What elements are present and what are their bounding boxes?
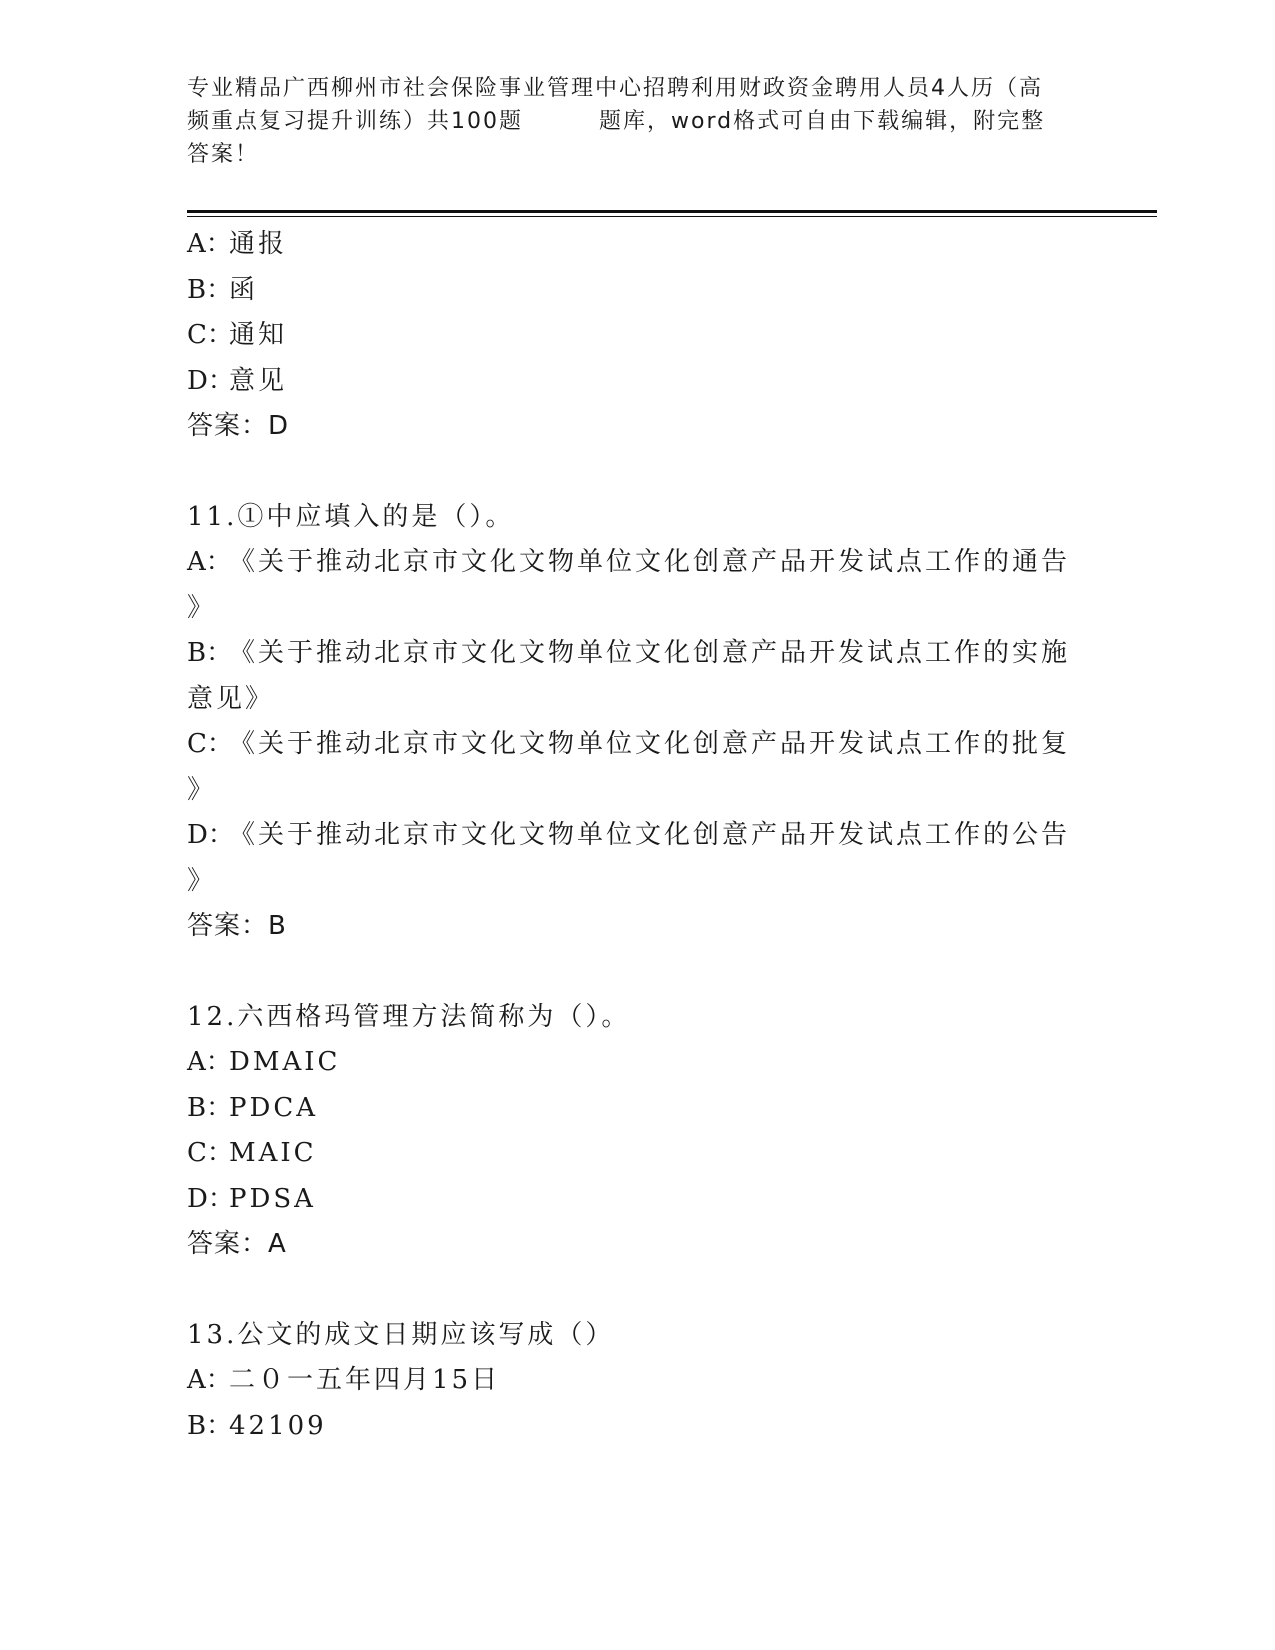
- question-11: [187, 495, 1087, 950]
- option-text: 《关于推动北京市文化文物单位文化创意产品开发试点工作的公告: [229, 820, 1071, 850]
- header-divider-thin: [187, 216, 1157, 217]
- option-label: A：: [187, 1047, 232, 1077]
- option-text: 通报: [229, 229, 288, 259]
- option-text: 意见: [229, 365, 288, 396]
- option-text: 函: [229, 274, 259, 305]
- question-13: [187, 1313, 1087, 1450]
- answer-line: 答案：D: [187, 411, 290, 441]
- option-b: [187, 268, 1087, 314]
- option-a: [187, 1358, 1087, 1404]
- document-header: [187, 72, 1087, 171]
- header-line-2a: 频重点复习提升训练）共100题: [187, 109, 523, 134]
- question-stem: 13.公文的成文日期应该写成（）: [187, 1319, 615, 1350]
- option-label: B：: [187, 1092, 233, 1123]
- option-text: 42109: [229, 1410, 327, 1441]
- option-text: 《关于推动北京市文化文物单位文化创意产品开发试点工作的批复: [229, 729, 1071, 759]
- option-label: D：: [187, 820, 234, 850]
- option-label: A：: [187, 547, 232, 577]
- option-b: [187, 631, 1087, 677]
- option-text: 《关于推动北京市文化文物单位文化创意产品开发试点工作的通告: [229, 547, 1071, 577]
- option-text: 《关于推动北京市文化文物单位文化创意产品开发试点工作的实施: [229, 638, 1071, 668]
- option-d: [187, 813, 1087, 859]
- option-text: PDSA: [229, 1183, 316, 1214]
- option-a: [187, 540, 1087, 586]
- option-d-wrap: 》: [187, 865, 217, 896]
- option-c: [187, 1131, 1087, 1177]
- option-label: C：: [187, 729, 233, 759]
- option-label: A：: [187, 1365, 232, 1395]
- option-label: C：: [187, 1138, 233, 1168]
- question-stem: 12.六西格玛管理方法简称为（）。: [187, 1001, 631, 1032]
- header-divider-thick: [187, 210, 1157, 213]
- option-label: C：: [187, 320, 233, 350]
- option-b-wrap: 意见》: [187, 683, 275, 714]
- option-a-wrap: 》: [187, 592, 217, 623]
- option-c-wrap: 》: [187, 774, 217, 805]
- option-label: B：: [187, 1410, 233, 1441]
- header-line-2b: 题库，word格式可自由下载编辑，附完整: [599, 109, 1046, 134]
- option-text: DMAIC: [229, 1047, 341, 1077]
- question-stem: 11.①中应填入的是（）。: [187, 501, 515, 532]
- option-c: [187, 722, 1087, 768]
- option-label: D：: [187, 365, 234, 396]
- option-c: [187, 313, 1087, 359]
- option-label: B：: [187, 274, 233, 305]
- option-text: 通知: [229, 320, 288, 350]
- question-body: [187, 222, 1087, 1449]
- option-a: [187, 222, 1087, 268]
- option-d: [187, 1177, 1087, 1223]
- question-12: [187, 995, 1087, 1268]
- header-line-1: 专业精品广西柳州市社会保险事业管理中心招聘利用财政资金聘用人员4人历（高: [187, 76, 1043, 101]
- option-b: [187, 1404, 1087, 1450]
- option-b: [187, 1086, 1087, 1132]
- answer-line: 答案：A: [187, 1229, 287, 1259]
- option-label: A：: [187, 229, 232, 259]
- question-10-options: [187, 222, 1087, 450]
- option-d: [187, 359, 1087, 405]
- option-text: PDCA: [229, 1092, 319, 1123]
- option-label: B：: [187, 638, 233, 668]
- option-label: D：: [187, 1183, 234, 1214]
- header-line-2: [187, 105, 1087, 138]
- option-text: MAIC: [229, 1138, 317, 1168]
- option-text: 二０一五年四月15日: [229, 1365, 501, 1395]
- option-a: [187, 1040, 1087, 1086]
- answer-line: 答案：B: [187, 911, 287, 941]
- header-line-3: 答案！: [187, 142, 260, 167]
